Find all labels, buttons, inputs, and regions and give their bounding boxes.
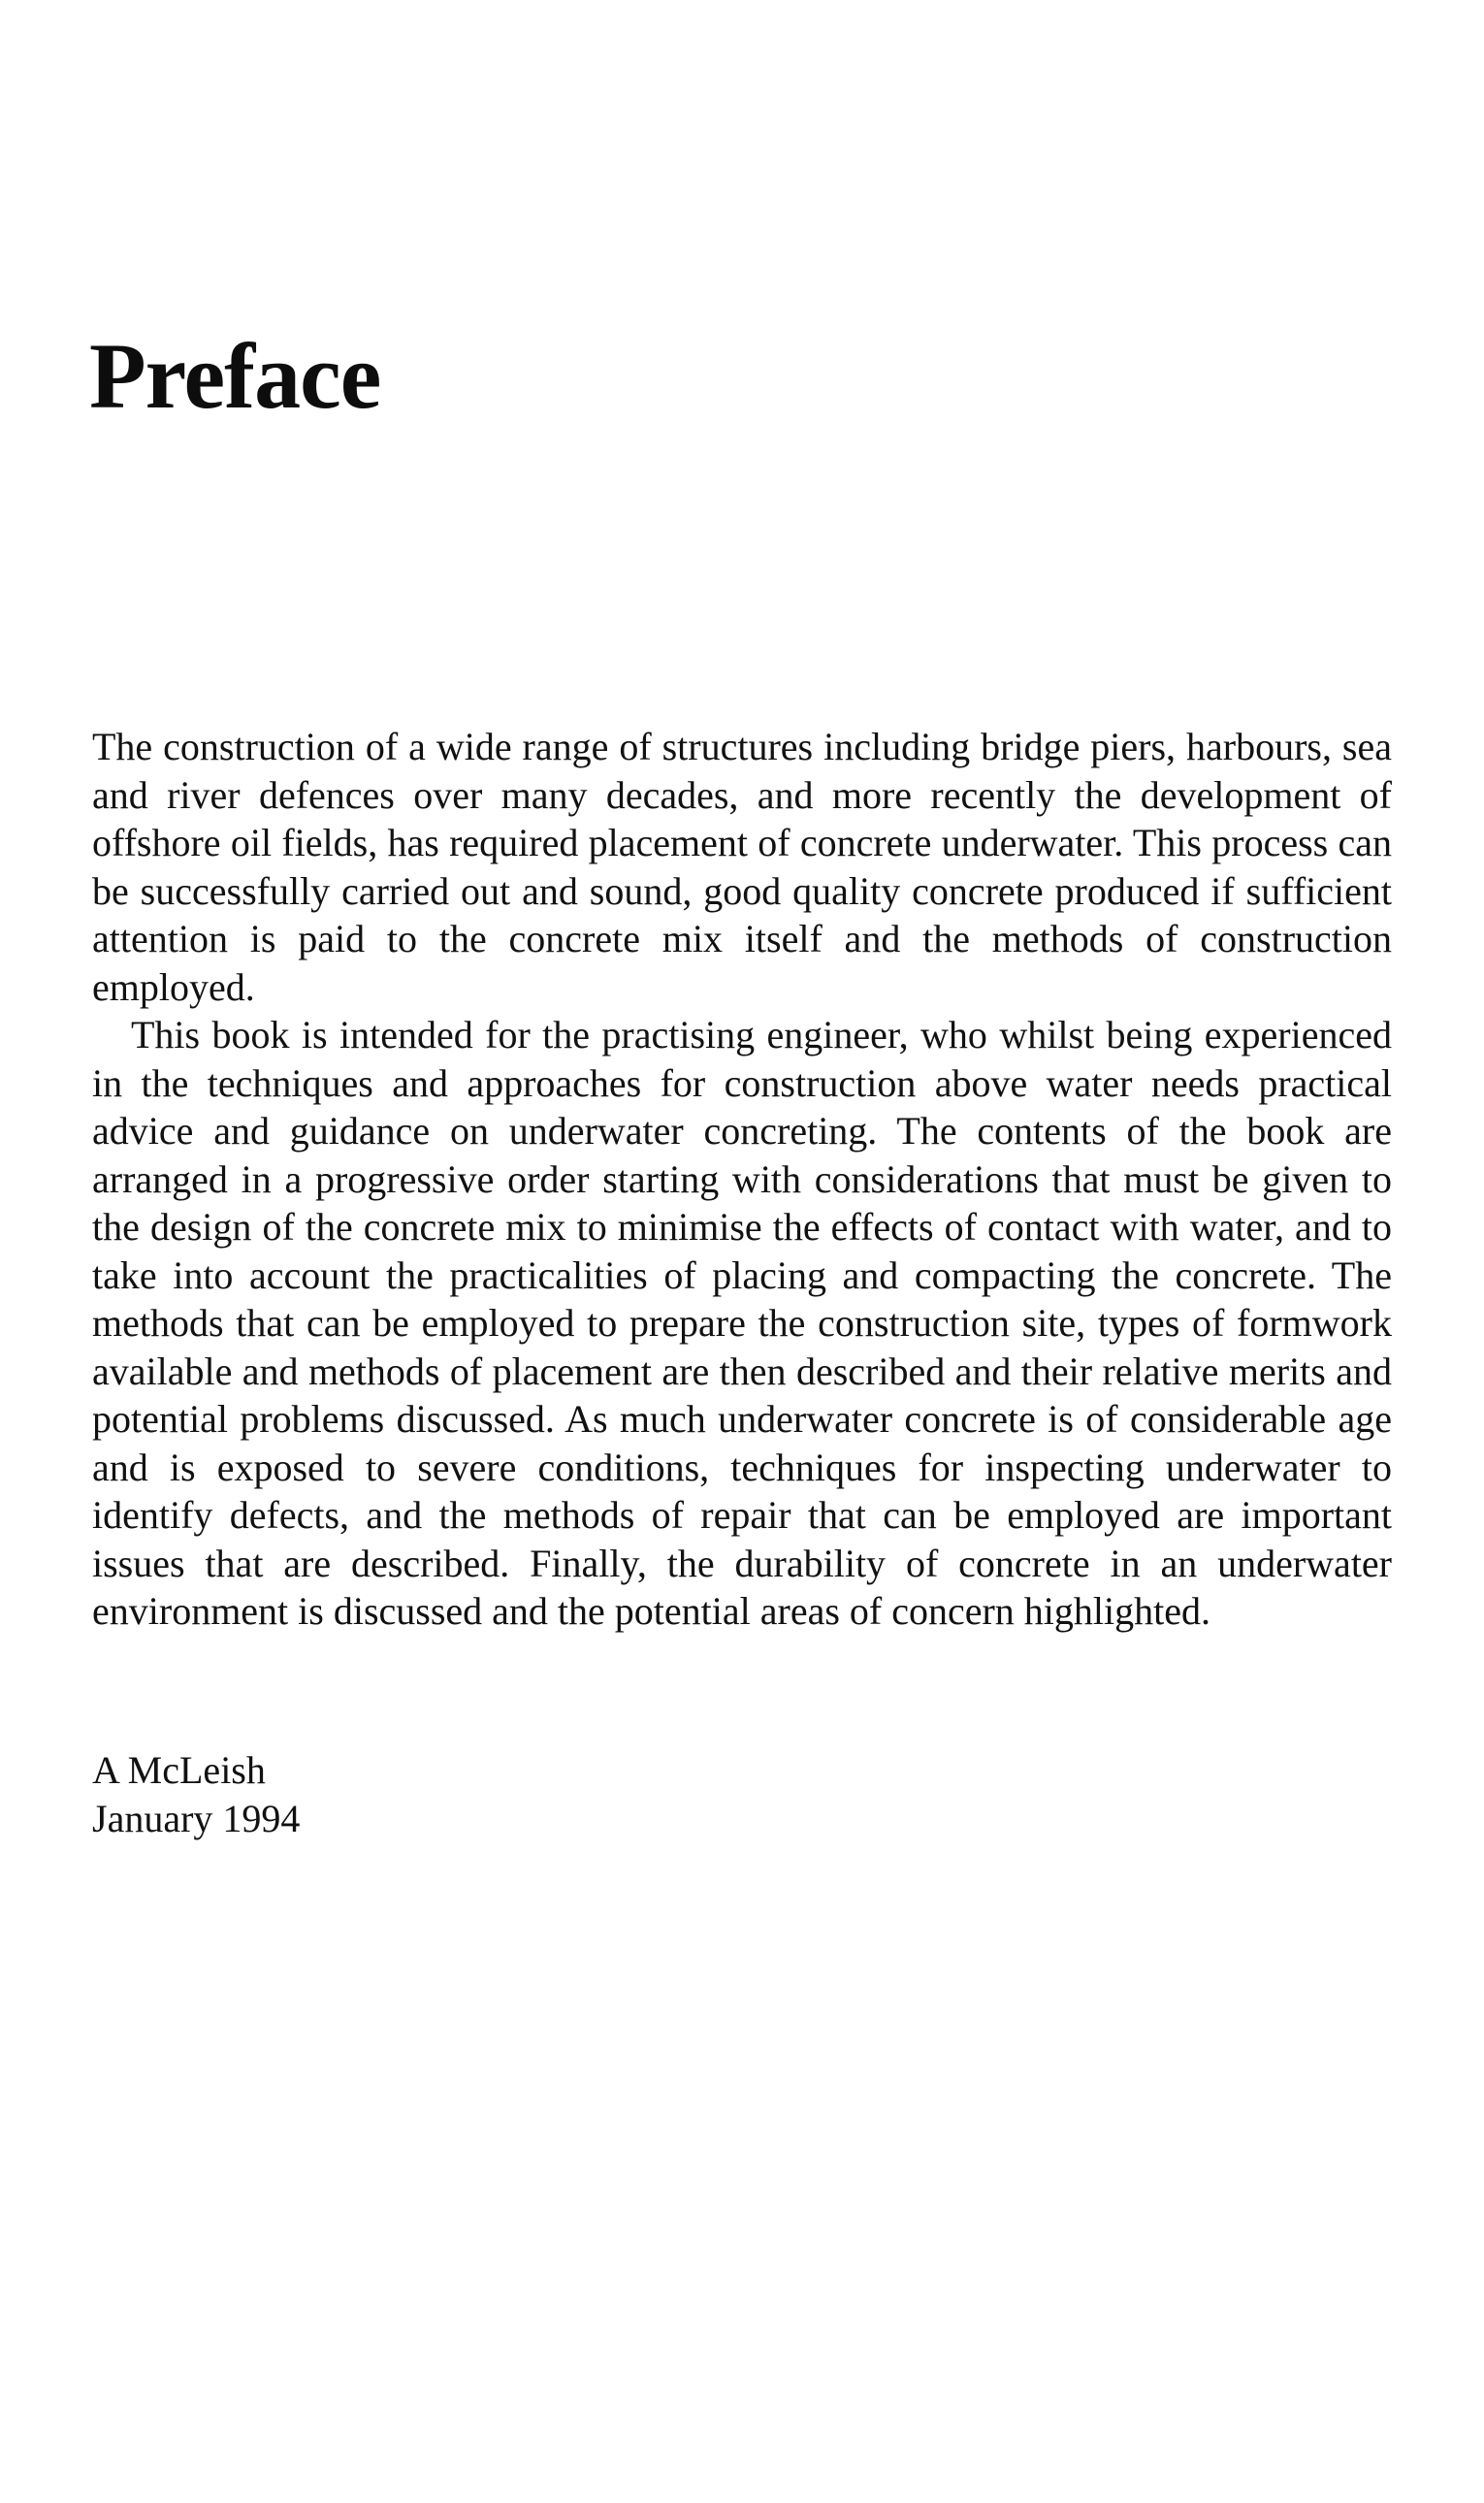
page-title: Preface xyxy=(89,324,381,428)
author-name: A McLeish xyxy=(92,1748,266,1792)
paragraph-1: The construction of a wide range of structures including bridge piers, harbours, sea and river defences over many decades, and more recently the development of offshore oil fields, has required placement of concrete underwater. This process can be successfully carried out and sound, good quality concrete produced if sufficient attention is paid to the concrete mix itself and the methods of construction employed. xyxy=(92,725,1392,1009)
signature-block xyxy=(92,1746,300,1843)
preface-body xyxy=(92,723,1392,1636)
signature-date: January 1994 xyxy=(92,1797,301,1840)
paragraph-2: This book is intended for the practising engineer, who whilst being experienced in the techniques and approaches for construction above water needs practical advice and guidance on underwater concreting. The contents of the book are arranged in a progressive order starting with considerations that must be given to the design of the concrete mix to minimise the effects of contact with water, and to take into account the practicalities of placing and compacting the concrete. The methods that can be employed to prepare the construction site, types of formwork available and methods of placement are then described and their relative merits and potential problems discussed. As much underwater concrete is of considerable age and is exposed to severe conditions, techniques for inspecting underwater to identify defects, and the methods of repair that can be employed are important issues that are described. Finally, the durability of concrete in an underwater environment is discussed and the potential areas of concern highlighted. xyxy=(92,1013,1392,1633)
